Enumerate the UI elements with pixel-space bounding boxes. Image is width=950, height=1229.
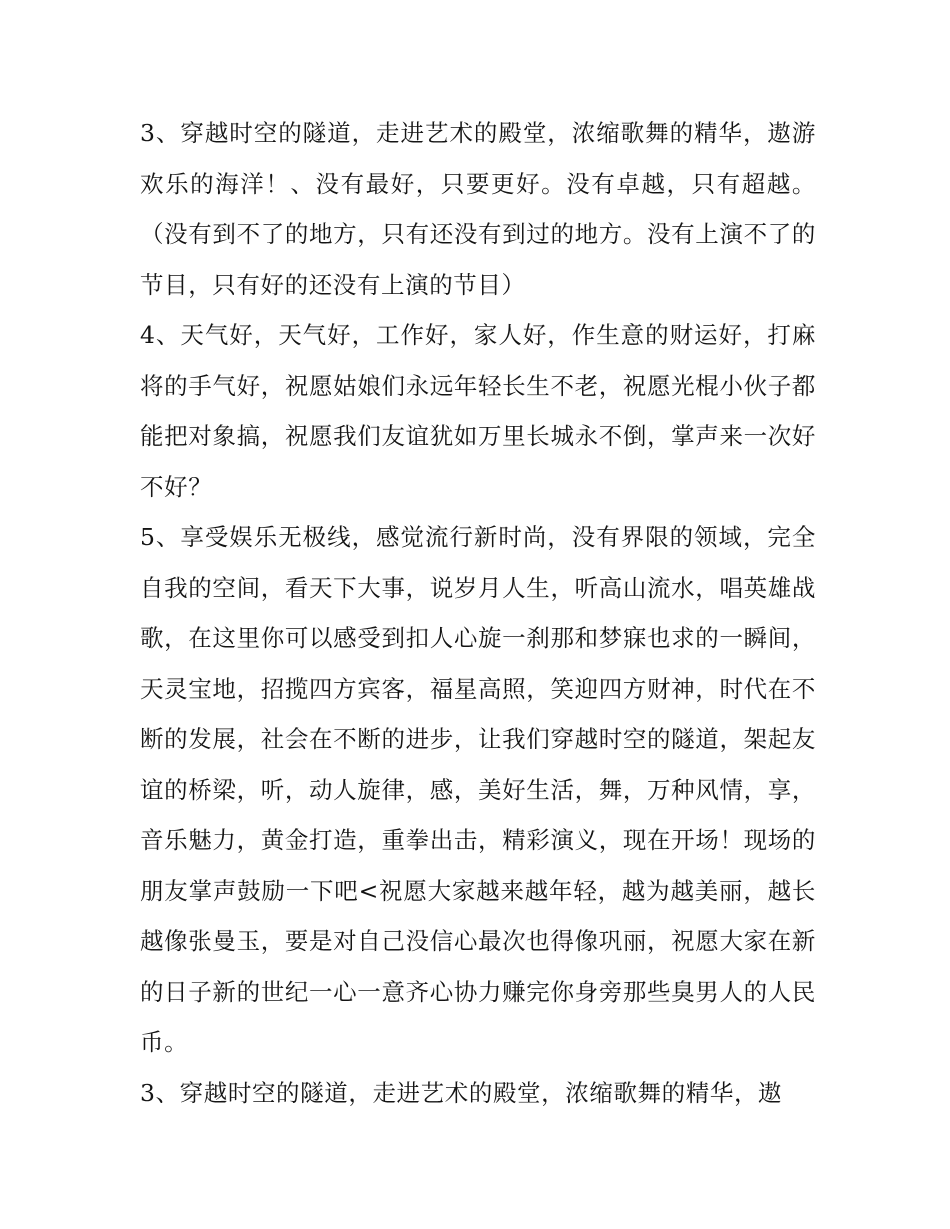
paragraph-3-repeat: 3、穿越时空的隧道，走进艺术的殿堂，浓缩歌舞的精华，遨 <box>140 1078 783 1107</box>
paragraph-4: 4、天气好，天气好，工作好，家人好，作生意的财运好，打麻将的手气好，祝愿姑娘们永远年轻长生不老，祝愿光棍小伙子都能把对象搞，祝愿我们友谊犹如万里长城永不倒，掌声来一次好不好？ <box>140 321 816 501</box>
paragraph-3: 3、穿越时空的隧道，走进艺术的殿堂，浓缩歌舞的精华，遨游欢乐的海洋！、没有最好，只要更好。没有卓越，只有超越。（没有到不了的地方，只有还没有到过的地方。没有上演不了的节目，只有好的还没有上演的节目） <box>140 119 816 299</box>
document-body <box>140 108 816 1118</box>
paragraph-5: 5、享受娱乐无极线，感觉流行新时尚，没有界限的领域，完全自我的空间，看天下大事，说岁月人生，听高山流水，唱英雄战歌，在这里你可以感受到扣人心旋一刹那和梦寐也求的一瞬间，天灵宝地，招揽四方宾客，福星高照，笑迎四方财神，时代在不断的发展，社会在不断的进步，让我们穿越时空的隧道，架起友谊的桥梁，听，动人旋律，感，美好生活，舞，万种风情，享，音乐魅力，黄金打造，重拳出击，精彩演义，现在开场！现场的朋友掌声鼓励一下吧<祝愿大家越来越年轻，越为越美丽，越长越像张曼玉，要是对自己没信心最次也得像巩丽，祝愿大家在新的日子新的世纪一心一意齐心协力赚完你身旁那些臭男人的人民币。 <box>140 523 816 1056</box>
